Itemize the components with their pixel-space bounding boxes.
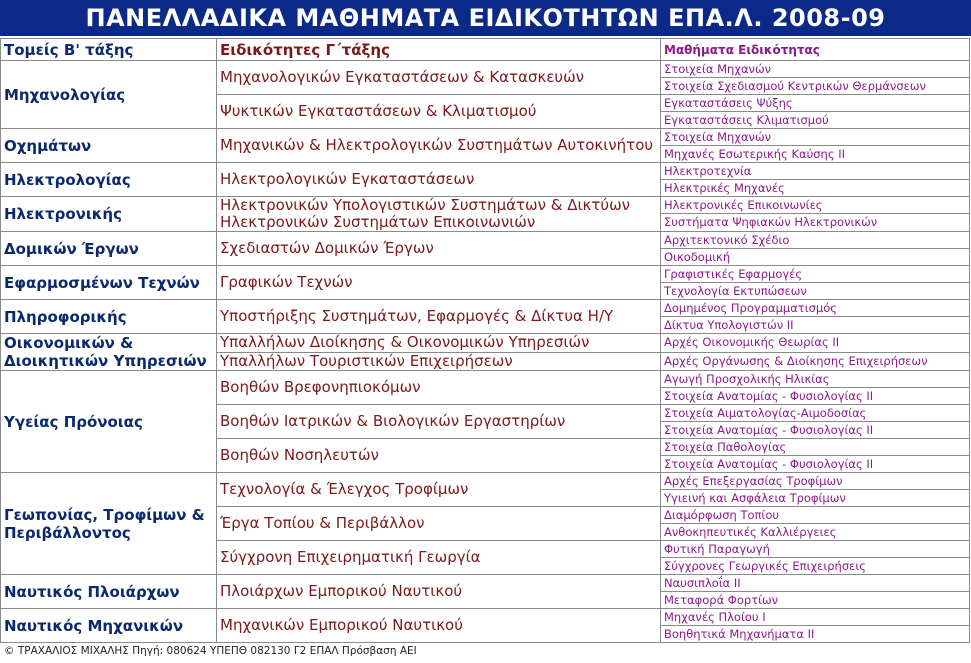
subjects-cell xyxy=(661,163,970,197)
subject-name: Στοιχεία Παθολογίας xyxy=(661,439,969,456)
subject-name: Ηλεκτροτεχνία xyxy=(661,163,969,180)
table-row xyxy=(1,473,970,507)
subject-name: Στοιχεία Σχεδιασμού Κεντρικών Θερμάνσεων xyxy=(664,79,926,93)
specialty-name: Υπαλλήλων Διοίκησης & Οικονομικών Υπηρεσιών xyxy=(217,334,661,353)
specialty-name: Μηχανικών & Ηλεκτρολογικών Συστημάτων Αυτοκινήτου xyxy=(217,129,661,163)
footer-credit: © ΤΡΑΧΑΛΙΟΣ ΜΙΧΑΛΗΣ Πηγή: 080624 ΥΠΕΠΘ 082130 Γ2 ΕΠΑΛ Πρόσβαση ΑΕΙ xyxy=(4,645,417,657)
subjects-cell xyxy=(661,300,970,334)
sector-name: Ηλεκτρολογίας xyxy=(1,163,217,197)
subject-name: Αρχές Οικονομικής Θεωρίας ΙΙ xyxy=(664,335,840,349)
subject-name: Μηχανές Πλοίου Ι xyxy=(661,609,969,626)
subject-name: Αρχές Επεξεργασίας Τροφίμων xyxy=(661,473,969,490)
specialty-name: Τεχνολογία & Έλεγχος Τροφίμων xyxy=(217,473,661,507)
subject-name: Οικοδομική xyxy=(664,250,731,264)
subject-name: Αρχιτεκτονικό Σχέδιο xyxy=(661,232,969,249)
specialty-name: Ηλεκτρονικών Συστημάτων Επικοινωνιών xyxy=(220,213,536,231)
subject-name: Μηχανές Εσωτερικής Καύσης ΙΙ xyxy=(664,147,846,161)
subjects-cell xyxy=(661,334,970,353)
table-row xyxy=(1,300,970,334)
sector-name: Οχημάτων xyxy=(1,129,217,163)
sector-name: Οικονομικών & Διοικητικών Υπηρεσιών xyxy=(1,334,217,371)
subjects-cell xyxy=(661,371,970,405)
specialty-name: Μηχανικών Εμπορικού Ναυτικού xyxy=(217,609,661,643)
sector-name: Υγείας Πρόνοιας xyxy=(1,371,217,473)
subjects-cell xyxy=(661,129,970,163)
subject-name: Στοιχεία Ανατομίας - Φυσιολογίας ΙΙ xyxy=(664,457,874,471)
subjects-cell xyxy=(661,439,970,473)
sector-name: Ναυτικός Μηχανικών xyxy=(1,609,217,643)
table-header-row xyxy=(1,39,970,61)
specialty-name: Ηλεκτρολογικών Εγκαταστάσεων xyxy=(217,163,661,197)
specialty-name: Ψυκτικών Εγκαταστάσεων & Κλιματισμού xyxy=(217,95,661,129)
subject-name: Ηλεκτρονικές Επικοινωνίες xyxy=(661,197,969,214)
header-subjects: Μαθήματα Ειδικότητας xyxy=(661,39,970,61)
specialty-name: Σχεδιαστών Δομικών Έργων xyxy=(217,232,661,266)
subject-name: Ναυσιπλοΐα ΙΙ xyxy=(661,575,969,592)
subject-name: Φυτική Παραγωγή xyxy=(661,541,969,558)
subject-name: Σύγχρονες Γεωργικές Επιχειρήσεις xyxy=(664,559,866,573)
subjects-cell xyxy=(661,473,970,507)
subjects-table xyxy=(0,38,970,643)
subjects-cell xyxy=(661,541,970,575)
subject-name: Εγκαταστάσεις Ψύξης xyxy=(661,95,969,112)
header-specialty: Ειδικότητες Γ΄τάξης xyxy=(217,39,661,61)
subjects-cell xyxy=(661,575,970,609)
table-row xyxy=(1,163,970,197)
subject-name: Αγωγή Προσχολικής Ηλικίας xyxy=(661,371,969,388)
page-title: ΠΑΝΕΛΛΑΔΙΚΑ ΜΑΘΗΜΑΤΑ ΕΙΔΙΚΟΤΗΤΩΝ ΕΠΑ.Λ. 2008-09 xyxy=(0,0,971,36)
subject-name: Στοιχεία Μηχανών xyxy=(661,129,969,146)
subject-name: Δομημένος Προγραμματισμός xyxy=(661,300,969,317)
subject-name: Εγκαταστάσεις Κλιματισμού xyxy=(664,113,829,127)
specialty-name: Μηχανολογικών Εγκαταστάσεων & Κατασκευών xyxy=(217,61,661,95)
subject-name: Υγιεινή και Ασφάλεια Τροφίμων xyxy=(664,491,846,505)
specialty-name: Ηλεκτρονικών Υπολογιστικών Συστημάτων & Δικτύων xyxy=(220,196,631,214)
table-row xyxy=(1,266,970,300)
sector-name: Ναυτικός Πλοιάρχων xyxy=(1,575,217,609)
subject-name: Τεχνολογία Εκτυπώσεων xyxy=(664,284,807,298)
specialty-name: Υποστήριξης Συστημάτων, Εφαρμογές & Δίκτυα Η/Υ xyxy=(217,300,661,334)
table-row xyxy=(1,609,970,643)
specialty-name: Βοηθών Βρεφονηπιοκόμων xyxy=(217,371,661,405)
subject-name: Στοιχεία Ανατομίας - Φυσιολογίας ΙΙ xyxy=(664,389,874,403)
table-row xyxy=(1,129,970,163)
specialty-name: Βοηθών Νοσηλευτών xyxy=(217,439,661,473)
subjects-cell xyxy=(661,405,970,439)
specialty-name: Υπαλλήλων Τουριστικών Επιχειρήσεων xyxy=(217,352,661,371)
subjects-cell xyxy=(661,507,970,541)
specialty-cell xyxy=(217,197,661,232)
table-row xyxy=(1,371,970,405)
subjects-cell xyxy=(661,232,970,266)
table-row xyxy=(1,575,970,609)
subjects-cell xyxy=(661,352,970,371)
specialty-name: Σύγχρονη Επιχειρηματική Γεωργία xyxy=(217,541,661,575)
table-row xyxy=(1,197,970,232)
sector-name: Εφαρμοσμένων Τεχνών xyxy=(1,266,217,300)
table-row xyxy=(1,334,970,353)
specialty-name: Πλοιάρχων Εμπορικού Ναυτικού xyxy=(217,575,661,609)
subject-name: Ηλεκτρικές Μηχανές xyxy=(664,181,785,195)
sector-name: Δομικών Έργων xyxy=(1,232,217,266)
subject-name: Διαμόρφωση Τοπίου xyxy=(661,507,969,524)
specialty-name: Γραφικών Τεχνών xyxy=(217,266,661,300)
subject-name: Γραφιστικές Εφαρμογές xyxy=(661,266,969,283)
subject-name: Στοιχεία Αιματολογίας-Αιμοδοσίας xyxy=(661,405,969,422)
subject-name: Στοιχεία Μηχανών xyxy=(661,61,969,78)
subject-name: Συστήματα Ψηφιακών Ηλεκτρονικών xyxy=(664,215,878,229)
table-row xyxy=(1,61,970,95)
specialty-name: Έργα Τοπίου & Περιβάλλον xyxy=(217,507,661,541)
subject-name: Μεταφορά Φορτίων xyxy=(664,593,779,607)
subjects-cell xyxy=(661,95,970,129)
sector-name: Ηλεκτρονικής xyxy=(1,197,217,232)
subjects-cell xyxy=(661,61,970,95)
header-sector: Τομείς Β' τάξης xyxy=(1,39,217,61)
subject-name: Στοιχεία Ανατομίας - Φυσιολογίας ΙΙ xyxy=(664,423,874,437)
subject-name: Αρχές Οργάνωσης & Διοίκησης Επιχειρήσεων xyxy=(664,353,928,368)
subjects-cell xyxy=(661,197,970,232)
subject-name: Δίκτυα Υπολογιστών ΙΙ xyxy=(664,318,794,332)
sector-name: Μηχανολογίας xyxy=(1,61,217,129)
table-row xyxy=(1,232,970,266)
subject-name: Βοηθητικά Μηχανήματα ΙΙ xyxy=(664,627,815,641)
sector-name: Γεωπονίας, Τροφίμων & Περιβάλλοντος xyxy=(1,473,217,575)
specialty-name: Βοηθών Ιατρικών & Βιολογικών Εργαστηρίων xyxy=(217,405,661,439)
subjects-cell xyxy=(661,609,970,643)
sector-name: Πληροφορικής xyxy=(1,300,217,334)
subject-name: Ανθοκηπευτικές Καλλιέργειες xyxy=(664,525,837,539)
subjects-cell xyxy=(661,266,970,300)
